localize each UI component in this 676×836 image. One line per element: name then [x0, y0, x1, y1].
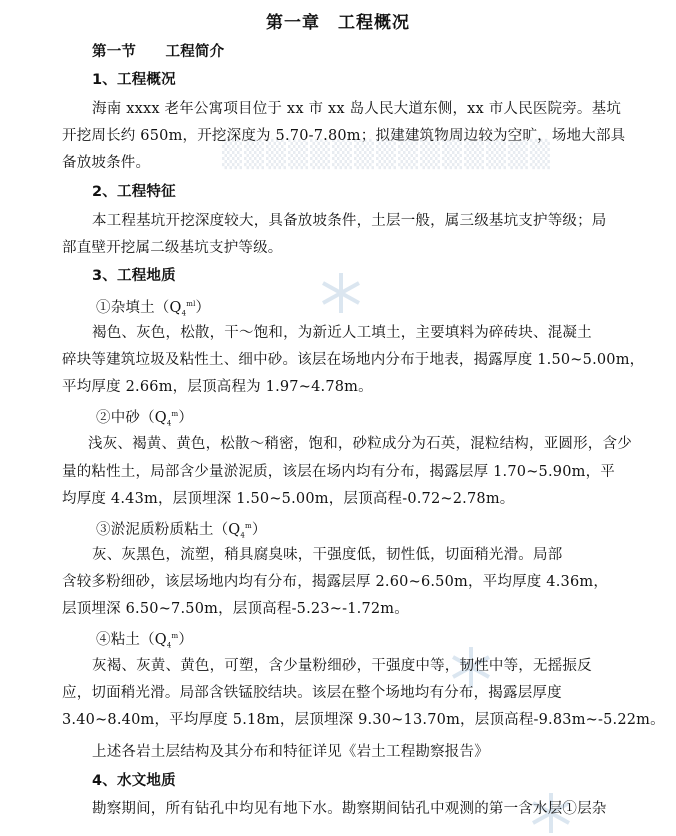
paragraph-line: 含较多粉细砂，该层场地内均有分布，揭露层厚 2.60~6.50m，平均厚度 4.36m， — [62, 574, 609, 590]
paragraph-line: 平均厚度 2.66m，层顶高程为 1.97~4.78m。 — [62, 379, 373, 395]
paragraph-line: 应，切面稍光滑。局部含铁锰胶结块。该层在整个场地均有分布，揭露层厚度 — [62, 685, 562, 701]
paragraph-line: 本工程基坑开挖深度较大，具备放坡条件，土层一般，属三级基坑支护等级；局 — [92, 213, 607, 229]
heading-geology: 3、工程地质 — [92, 268, 176, 284]
watermark-text: ▒▒▒▒▒▒▒▒▒▒▒▒▒▒▒ — [222, 140, 552, 170]
paragraph-line: 勘察期间，所有钻孔中均见有地下水。勘察期间钻孔中观测的第一含水层①层杂 — [92, 801, 607, 817]
paragraph-line: 3.40~8.40m，平均厚度 5.18m，层顶埋深 9.30~13.70m，层顶高程-9.83m~-5.22m。 — [62, 712, 665, 728]
paragraph-line: 浅灰、褐黄、黄色，松散～稍密，饱和，砂粒成分为石英，混粒结构，亚圆形，含少 — [88, 436, 632, 452]
paragraph-line: 层顶埋深 6.50~7.50m，层顶高程-5.23~-1.72m。 — [62, 601, 409, 617]
paragraph-line: 灰褐、灰黄、黄色，可塑，含少量粉细砂，干强度中等，韧性中等，无摇振反 — [92, 658, 592, 674]
watermark-snowflake-icon — [318, 270, 364, 316]
paragraph-line: 开挖周长约 650m，开挖深度为 5.70-7.80m；拟建建筑物周边较为空旷，场地大部具 — [62, 128, 626, 144]
paragraph-line: 碎块等建筑垃圾及粘性土、细中砂。该层在场地内分布于地表，揭露厚度 1.50~5.00m， — [62, 352, 645, 368]
paragraph-line: 褐色、灰色，松散，干～饱和，为新近人工填土，主要填料为碎砖块、混凝土 — [92, 325, 592, 341]
paragraph-line: 部直壁开挖属二级基坑支护等级。 — [62, 240, 283, 256]
heading-features: 2、工程特征 — [92, 184, 176, 200]
layer-title: ④粘土$(Q_4^m)$ — [96, 631, 194, 650]
section-heading: 第一节 工程简介 — [92, 44, 225, 60]
summary-line: 上述各岩土层结构及其分布和特征详见《岩土工程勘察报告》 — [92, 744, 489, 760]
heading-overview: 1、工程概况 — [92, 72, 176, 88]
paragraph-line: 备放坡条件。 — [62, 155, 151, 171]
paragraph-line: 海南 xxxx 老年公寓项目位于 xx 市 xx 岛人民大道东侧，xx 市人民医院旁。基坑 — [92, 101, 622, 117]
layer-title: ②中砂$(Q_4^m)$ — [96, 409, 194, 428]
paragraph-line: 灰、灰黑色，流塑，稍具腐臭味，干强度低，韧性低，切面稍光滑。局部 — [92, 547, 563, 563]
chapter-title: 第一章 工程概况 — [266, 13, 410, 33]
layer-title: ①杂填土$(Q_4^{ml})$ — [96, 299, 211, 318]
paragraph-line: 量的粘性土，局部含少量淤泥质，该层在场内均有分布，揭露层厚 1.70~5.90m，平 — [62, 464, 615, 480]
layer-title: ③淤泥质粉质粘土$(Q_4^m)$ — [96, 521, 267, 540]
heading-hydrogeology: 4、水文地质 — [92, 773, 176, 789]
paragraph-line: 均厚度 4.43m，层顶埋深 1.50~5.00m，层顶高程-0.72~2.78m。 — [62, 491, 515, 507]
